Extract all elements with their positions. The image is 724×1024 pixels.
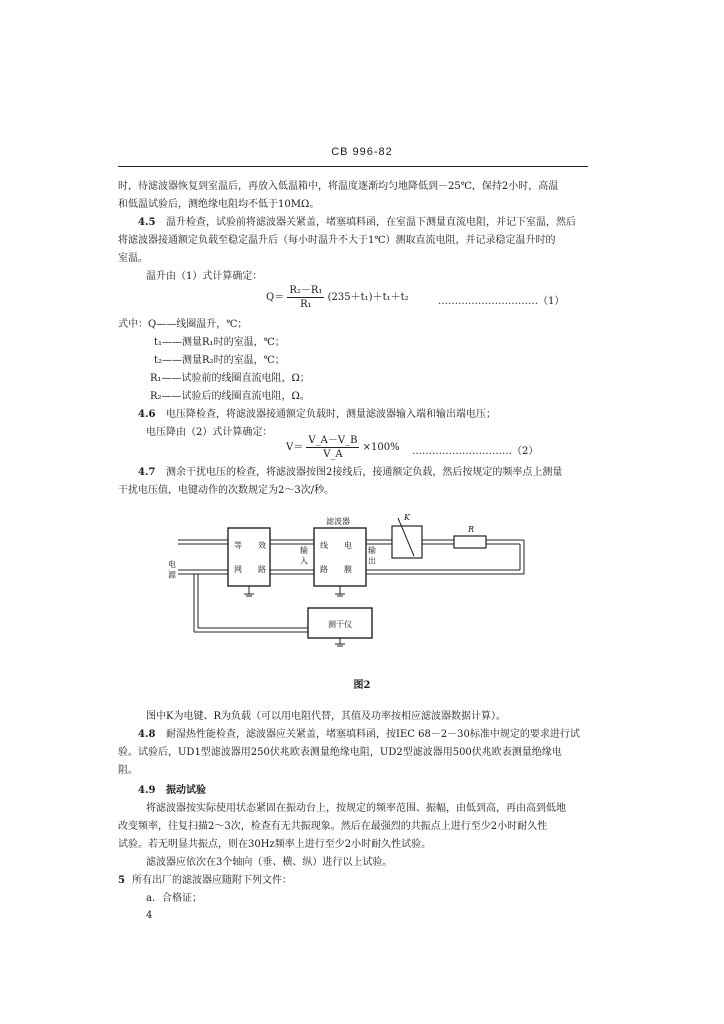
circuit-diagram: [167, 500, 540, 652]
list-item: a．合格证；: [146, 893, 202, 904]
text-line: 滤波器应依次在3个轴向（垂、横、纵）进行以上试验。: [146, 857, 393, 868]
text-line: 所有出厂的滤波器应随附下列文件：: [132, 875, 292, 886]
text-line: 干扰电压值，电键动作的次数规定为2～3次/秒。: [118, 485, 335, 496]
section-number-4-9: 4.9: [138, 785, 156, 796]
switch-label: K: [404, 513, 410, 522]
equation-1: [266, 284, 409, 311]
text-line: 温升由（1）式计算确定：: [146, 271, 263, 282]
section-title-vibration: 振动试验: [166, 785, 206, 796]
section-number-5: 5: [118, 875, 125, 886]
load-label: R: [468, 525, 475, 534]
network-label-bottom: 网 路: [234, 565, 266, 574]
eq1-denominator: R₁: [300, 299, 312, 310]
text-line: 电压降检查，将滤波器接通额定负载时，测量滤波器输入端和输出端电压；: [166, 409, 496, 420]
filter-label-bottom: 路 膜: [320, 565, 352, 574]
text-line: 改变频率，往复扫描2～3次，检查有无共振现象。然后在最强烈的共振点上进行至少2小时耐久性: [118, 821, 548, 832]
text-line: 图中K为电键、R为负载（可以用电阻代替，其值及功率按相应滤波器数据计算）。: [146, 711, 506, 722]
page-number: 4: [146, 910, 153, 921]
network-label-top: 等 效: [234, 541, 266, 550]
eq1-fraction: [287, 284, 324, 311]
text-line: 电压降由（2）式计算确定：: [146, 427, 273, 438]
variable-definition: R₁——试验前的线圈直流电阻，Ω；: [150, 373, 310, 384]
eq2-lhs: V＝: [286, 442, 304, 453]
output-label: 输 出: [367, 546, 377, 565]
text-line: 和低温试验后，测绝缘电阻均不低于10MΩ。: [118, 199, 320, 210]
text-line: 测余干扰电压的检查，将滤波器按图2接线后，接通额定负载，然后按规定的频率点上测量: [166, 467, 563, 478]
section-number-4-5: 4.5: [138, 217, 156, 228]
switch-box: [392, 526, 422, 558]
eq1-lhs: Q＝: [266, 292, 285, 303]
figure-caption: 图2: [353, 680, 371, 691]
meter-label: 测干仪: [328, 620, 352, 629]
text-line: 验。试验后，UD1型滤波器用250伏兆欧表测量绝缘电阻，UD2型滤波器用500伏兆欧表测量绝缘电: [118, 747, 562, 758]
equation-2: [286, 434, 400, 461]
load-resistor: [454, 536, 486, 548]
document-id: CB 996-82: [331, 146, 393, 158]
text-line: 将滤波器接通额定负载至稳定温升后（每小时温升不大于1℃）测取直流电阻，并记录稳定温升时的: [118, 235, 556, 246]
eq2-denominator: V_A: [323, 449, 343, 460]
eq2-numerator: V_A－V_B: [308, 435, 358, 446]
text-line: 耐湿热性能检查，滤波器应关紧盖，堵塞填料函，按IEC 68－2－30标准中规定的要求进行试: [166, 729, 580, 740]
equation-2-tag: …………………………（2）: [412, 446, 539, 457]
filter-block: [314, 528, 366, 586]
variable-definition: 式中：Q——线圈温升，℃；: [118, 319, 248, 330]
variable-definition: t₁——测量R₁时的室温，℃；: [154, 337, 285, 348]
equation-1-tag: …………………………（1）: [438, 296, 565, 307]
text-line: 试验。若无明显共振点，则在30Hz频率上进行至少2小时耐久性试验。: [118, 839, 432, 850]
eq1-numerator: R₂－R₁: [289, 285, 323, 296]
text-line: 将滤波器按实际使用状态紧固在振动台上，按规定的频率范围、振幅，由低到高，再由高到低地: [146, 803, 566, 814]
filter-label-top: 线 电: [320, 541, 352, 550]
section-number-4-8: 4.8: [138, 729, 156, 740]
text-line: 室温。: [118, 253, 148, 264]
section-number-4-6: 4.6: [138, 409, 156, 420]
section-number-4-7: 4.7: [138, 467, 156, 478]
eq2-rest: ×100%: [362, 442, 400, 453]
eq2-fraction: [306, 434, 359, 461]
eq1-rest: (235＋t₁)＋t₁＋t₂: [327, 292, 409, 303]
text-line: 温升检查，试验前将滤波器关紧盖，堵塞填料函，在室温下测量直流电阻，并记下室温，然后: [166, 217, 576, 228]
filter-title: 滤波器: [326, 517, 350, 526]
source-label: 电 源: [167, 560, 177, 579]
variable-definition: R₂——试验后的线圈直流电阻，Ω。: [150, 391, 310, 402]
text-line: 时，待滤波器恢复到室温后，再放入低温箱中，将温度逐渐均匀地降低到－25℃，保持2小时，高温: [118, 181, 559, 192]
variable-definition: t₂——测量R₂时的室温，℃；: [154, 355, 285, 366]
text-line: 阻。: [118, 765, 138, 776]
header-rule: [118, 166, 588, 167]
input-label: 输 入: [299, 546, 309, 565]
equivalent-network-block: [228, 528, 270, 586]
